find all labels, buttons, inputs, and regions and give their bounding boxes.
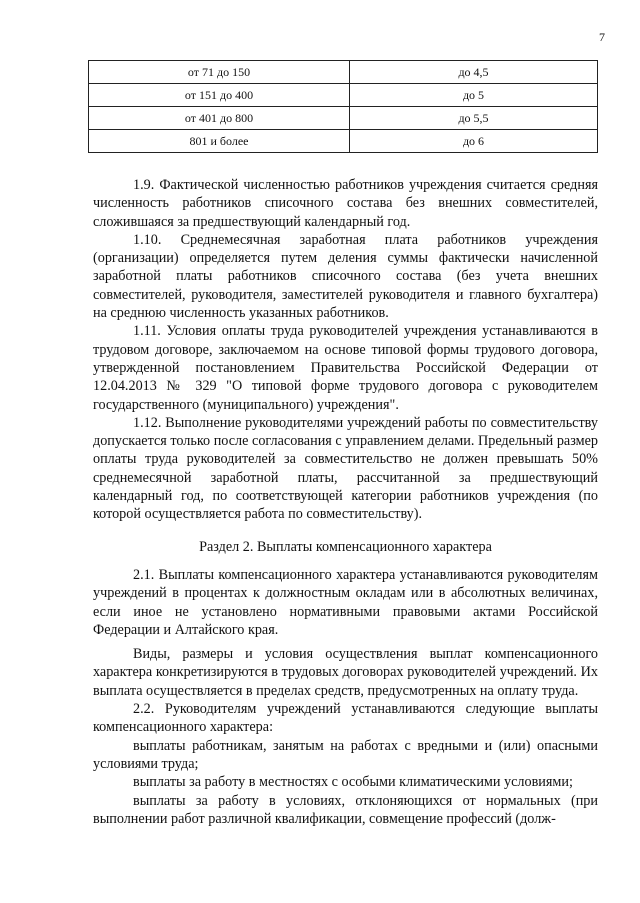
page-number: 7: [599, 30, 605, 44]
table-cell: от 71 до 150: [89, 61, 350, 84]
list-item: выплаты работникам, занятым на работах с вредными и (или) опасными условиями труда;: [93, 737, 598, 772]
paragraph-2-1-types: Виды, размеры и условия осуществления выплат компенсационного характера конкретизируются в трудовых договорах руководителей учреждений. Их выплата осуществляется в пределах средств, предусмотренных на оплату труда.: [93, 646, 598, 699]
table-cell: 801 и более: [89, 130, 350, 153]
table-cell: до 4,5: [350, 61, 598, 84]
range-table: [88, 60, 598, 153]
table-cell: до 5,5: [350, 107, 598, 130]
paragraph-1-12: 1.12. Выполнение руководителями учреждений работы по совместительству допускается только после согласования с управлением делами. Предельный размер оплаты труда руководителей за совместительство не должен превышать 50% среднемесячной заработной платы, рассчитанной за предшествующий календарный год, по соответствующей категории работников учреждения (по которой осуществляется работа по совместительству).: [93, 414, 598, 523]
table-cell: от 151 до 400: [89, 84, 350, 107]
paragraph-1-9: 1.9. Фактической численностью работников учреждения считается средняя численность работников списочного состава без внешних совместителей, сложившаяся за предшествующий календарный год.: [93, 177, 598, 230]
table-row: [89, 61, 598, 84]
paragraph-1-10: 1.10. Среднемесячная заработная плата работников учреждения (организации) определяется путем деления суммы фактически начисленной заработной платы работников списочного состава (без учета внешних совместителей, руководителя, заместителей руководителя и главного бухгалтера) на среднюю численность указанных работников.: [93, 231, 598, 322]
table-cell: до 6: [350, 130, 598, 153]
table-row: [89, 107, 598, 130]
paragraph-2-2: 2.2. Руководителям учреждений устанавливаются следующие выплаты компенсационного характера:: [93, 701, 598, 736]
list-item: выплаты за работу в условиях, отклоняющихся от нормальных (при выполнении работ различной квалификации, совмещение профессий (долж-: [93, 792, 598, 827]
table-cell: до 5: [350, 84, 598, 107]
paragraph-1-11: 1.11. Условия оплаты труда руководителей учреждения устанавливаются в трудовом договоре, заключаемом на основе типовой формы трудового договора, утвержденной постановлением Правительства Российской Федерации от 12.04.2013 № 329 "О типовой форме трудового договора с руководителем государственного (муниципального) учреждения".: [93, 323, 598, 413]
table-row: [89, 84, 598, 107]
section-title: Раздел 2. Выплаты компенсационного характера: [199, 538, 492, 555]
table-row: [89, 130, 598, 153]
document-body: [93, 176, 598, 828]
paragraph-2-1: 2.1. Выплаты компенсационного характера устанавливаются руководителям учреждений в процентах к должностным окладам или в абсолютных величинах, если иное не установлено нормативными правовыми актами Российской Федерации и Алтайского края.: [93, 566, 598, 638]
table-cell: от 401 до 800: [89, 107, 350, 130]
list-item: выплаты за работу в местностях с особыми климатическими условиями;: [133, 774, 573, 791]
